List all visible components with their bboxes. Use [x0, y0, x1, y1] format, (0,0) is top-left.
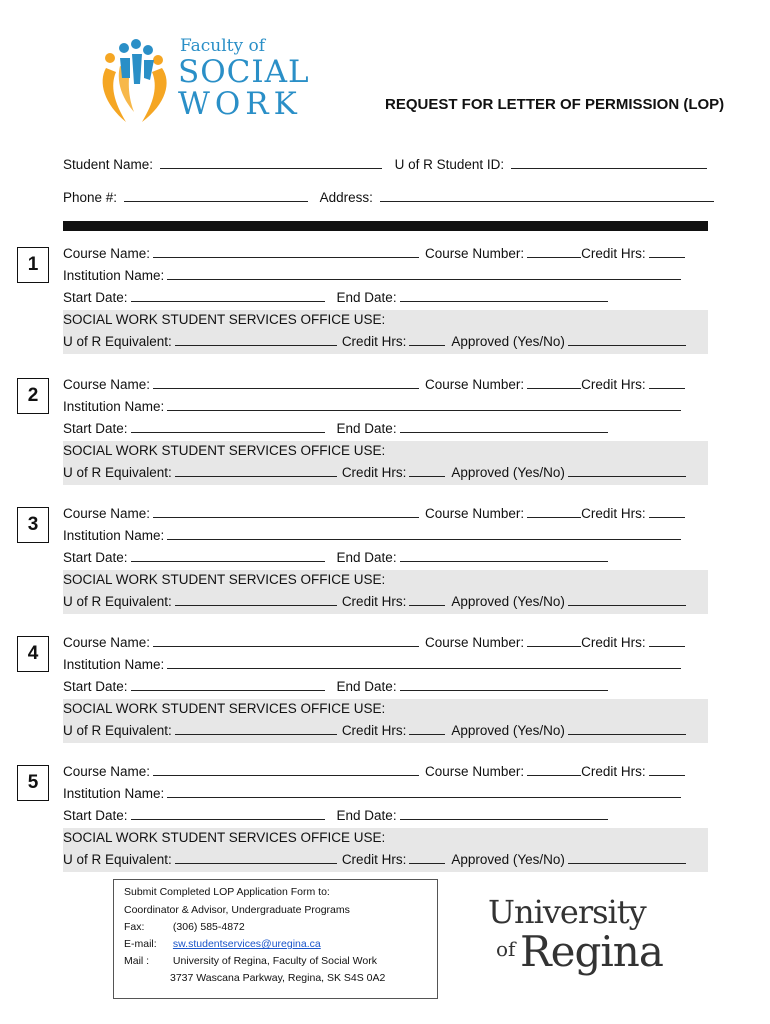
course-row [63, 633, 688, 653]
credit-hrs-label: Credit Hrs: [581, 246, 646, 261]
course-number-label: Course Number: [425, 377, 525, 392]
fax-value: (306) 585-4872 [172, 921, 245, 933]
equivalent-row [63, 721, 689, 741]
office-credit-hrs-field[interactable] [409, 721, 445, 735]
course-name-field[interactable] [153, 633, 419, 647]
submit-info-box [113, 879, 438, 999]
student-id-label: U of R Student ID: [394, 157, 505, 172]
fax-row [124, 921, 245, 933]
credit-hrs-label: Credit Hrs: [581, 377, 646, 392]
office-credit-hrs-label: Credit Hrs: [341, 465, 407, 480]
approved-field[interactable] [568, 332, 686, 346]
section-number: 4 [17, 636, 49, 672]
date-row [63, 806, 611, 826]
institution-row [63, 784, 684, 804]
institution-row [63, 266, 684, 286]
university-logo-line1: University [488, 893, 646, 931]
credit-hrs-label: Credit Hrs: [581, 635, 646, 650]
student-name-field[interactable] [160, 155, 382, 169]
course-number-field[interactable] [527, 633, 581, 647]
equivalent-label: U of R Equivalent: [63, 723, 172, 738]
mail-label: Mail : [124, 955, 150, 967]
end-date-field[interactable] [400, 288, 608, 302]
equivalent-row [63, 332, 689, 352]
email-label: E-mail: [124, 938, 157, 950]
institution-row [63, 655, 684, 675]
course-name-field[interactable] [153, 762, 419, 776]
institution-field[interactable] [167, 655, 681, 669]
course-name-label: Course Name: [63, 506, 151, 521]
approved-label: Approved (Yes/No) [451, 723, 565, 738]
email-row [124, 938, 321, 950]
course-number-label: Course Number: [425, 246, 525, 261]
end-date-label: End Date: [336, 808, 397, 823]
course-name-label: Course Name: [63, 764, 151, 779]
credit-hrs-field[interactable] [649, 504, 685, 518]
equivalent-row [63, 850, 689, 870]
section-number: 5 [17, 765, 49, 801]
start-date-label: Start Date: [63, 290, 128, 305]
office-credit-hrs-field[interactable] [409, 463, 445, 477]
mail-line-1: University of Regina, Faculty of Social Work [172, 955, 377, 967]
equivalent-field[interactable] [175, 592, 337, 606]
office-credit-hrs-label: Credit Hrs: [341, 334, 407, 349]
office-use-heading: SOCIAL WORK STUDENT SERVICES OFFICE USE: [63, 312, 386, 327]
institution-label: Institution Name: [63, 268, 165, 283]
course-section [27, 244, 708, 356]
credit-hrs-field[interactable] [649, 244, 685, 258]
equivalent-field[interactable] [175, 463, 337, 477]
approved-field[interactable] [568, 850, 686, 864]
address-field[interactable] [380, 188, 714, 202]
institution-field[interactable] [167, 526, 681, 540]
approved-label: Approved (Yes/No) [451, 334, 565, 349]
approved-label: Approved (Yes/No) [451, 594, 565, 609]
address-label: Address: [319, 190, 373, 205]
start-date-field[interactable] [131, 288, 325, 302]
student-info-row [63, 155, 710, 175]
header-divider [63, 221, 708, 231]
date-row [63, 677, 611, 697]
start-date-field[interactable] [131, 806, 325, 820]
institution-label: Institution Name: [63, 528, 165, 543]
start-date-label: Start Date: [63, 679, 128, 694]
start-date-label: Start Date: [63, 808, 128, 823]
end-date-label: End Date: [336, 679, 397, 694]
credit-hrs-label: Credit Hrs: [581, 764, 646, 779]
office-credit-hrs-field[interactable] [409, 332, 445, 346]
start-date-field[interactable] [131, 548, 325, 562]
approved-label: Approved (Yes/No) [451, 852, 565, 867]
institution-field[interactable] [167, 266, 681, 280]
credit-hrs-label: Credit Hrs: [581, 506, 646, 521]
section-number: 3 [17, 507, 49, 543]
university-logo [488, 893, 668, 983]
equivalent-row [63, 463, 689, 483]
end-date-label: End Date: [336, 421, 397, 436]
approved-field[interactable] [568, 463, 686, 477]
course-number-label: Course Number: [425, 506, 525, 521]
section-number: 1 [17, 247, 49, 283]
end-date-field[interactable] [400, 419, 608, 433]
contact-info-row [63, 188, 717, 208]
course-name-label: Course Name: [63, 246, 151, 261]
office-credit-hrs-label: Credit Hrs: [341, 594, 407, 609]
student-id-field[interactable] [511, 155, 707, 169]
institution-label: Institution Name: [63, 657, 165, 672]
credit-hrs-field[interactable] [649, 633, 685, 647]
mail-row [124, 955, 377, 967]
course-name-label: Course Name: [63, 377, 151, 392]
course-name-field[interactable] [153, 244, 419, 258]
approved-label: Approved (Yes/No) [451, 465, 565, 480]
course-row [63, 375, 688, 395]
credit-hrs-field[interactable] [649, 375, 685, 389]
mail-line-2: 3737 Wascana Parkway, Regina, SK S4S 0A2 [170, 972, 386, 984]
office-use-heading: SOCIAL WORK STUDENT SERVICES OFFICE USE: [63, 443, 386, 458]
equivalent-field[interactable] [175, 850, 337, 864]
course-name-field[interactable] [153, 504, 419, 518]
office-use-heading: SOCIAL WORK STUDENT SERVICES OFFICE USE: [63, 701, 386, 716]
end-date-field[interactable] [400, 677, 608, 691]
course-name-field[interactable] [153, 375, 419, 389]
course-row [63, 504, 688, 524]
end-date-label: End Date: [336, 550, 397, 565]
course-name-label: Course Name: [63, 635, 151, 650]
phone-field[interactable] [124, 188, 308, 202]
fax-label: Fax: [124, 921, 145, 933]
credit-hrs-field[interactable] [649, 762, 685, 776]
equivalent-label: U of R Equivalent: [63, 594, 172, 609]
office-credit-hrs-field[interactable] [409, 592, 445, 606]
institution-row [63, 526, 684, 546]
office-credit-hrs-field[interactable] [409, 850, 445, 864]
faculty-logo [96, 36, 318, 126]
section-number: 2 [17, 378, 49, 414]
institution-row [63, 397, 684, 417]
logo-line-faculty: Faculty of [180, 36, 266, 56]
date-row [63, 548, 611, 568]
equivalent-field[interactable] [175, 721, 337, 735]
course-row [63, 762, 688, 782]
end-date-field[interactable] [400, 548, 608, 562]
course-section [27, 633, 708, 745]
course-number-label: Course Number: [425, 764, 525, 779]
student-name-label: Student Name: [63, 157, 154, 172]
office-use-heading: SOCIAL WORK STUDENT SERVICES OFFICE USE: [63, 830, 386, 845]
start-date-label: Start Date: [63, 550, 128, 565]
date-row [63, 419, 611, 439]
course-row [63, 244, 688, 264]
office-use-heading: SOCIAL WORK STUDENT SERVICES OFFICE USE: [63, 572, 386, 587]
equivalent-label: U of R Equivalent: [63, 852, 172, 867]
submit-heading: Submit Completed LOP Application Form to: [124, 886, 330, 898]
logo-line-social: SOCIAL [178, 54, 310, 90]
course-number-field[interactable] [527, 762, 581, 776]
people-heart-icon [96, 38, 174, 124]
course-number-field[interactable] [527, 504, 581, 518]
institution-label: Institution Name: [63, 399, 165, 414]
logo-line-work: WORK [178, 86, 302, 122]
office-credit-hrs-label: Credit Hrs: [341, 852, 407, 867]
institution-field[interactable] [167, 397, 681, 411]
course-number-field[interactable] [527, 244, 581, 258]
university-logo-line2: Regina [520, 927, 663, 976]
course-section [27, 762, 708, 874]
date-row [63, 288, 611, 308]
submit-recipient: Coordinator & Advisor, Undergraduate Programs [124, 904, 350, 916]
office-credit-hrs-label: Credit Hrs: [341, 723, 407, 738]
phone-label: Phone #: [63, 190, 118, 205]
equivalent-label: U of R Equivalent: [63, 465, 172, 480]
course-number-field[interactable] [527, 375, 581, 389]
equivalent-row [63, 592, 689, 612]
course-section [27, 504, 708, 616]
approved-field[interactable] [568, 721, 686, 735]
university-logo-of: of [496, 937, 516, 961]
end-date-field[interactable] [400, 806, 608, 820]
course-section [27, 375, 708, 487]
equivalent-label: U of R Equivalent: [63, 334, 172, 349]
email-link[interactable]: sw.studentservices@uregina.ca [172, 938, 321, 950]
document-title: REQUEST FOR LETTER OF PERMISSION (LOP) [385, 96, 725, 113]
start-date-field[interactable] [131, 677, 325, 691]
start-date-field[interactable] [131, 419, 325, 433]
start-date-label: Start Date: [63, 421, 128, 436]
end-date-label: End Date: [336, 290, 397, 305]
equivalent-field[interactable] [175, 332, 337, 346]
approved-field[interactable] [568, 592, 686, 606]
institution-label: Institution Name: [63, 786, 165, 801]
institution-field[interactable] [167, 784, 681, 798]
course-number-label: Course Number: [425, 635, 525, 650]
